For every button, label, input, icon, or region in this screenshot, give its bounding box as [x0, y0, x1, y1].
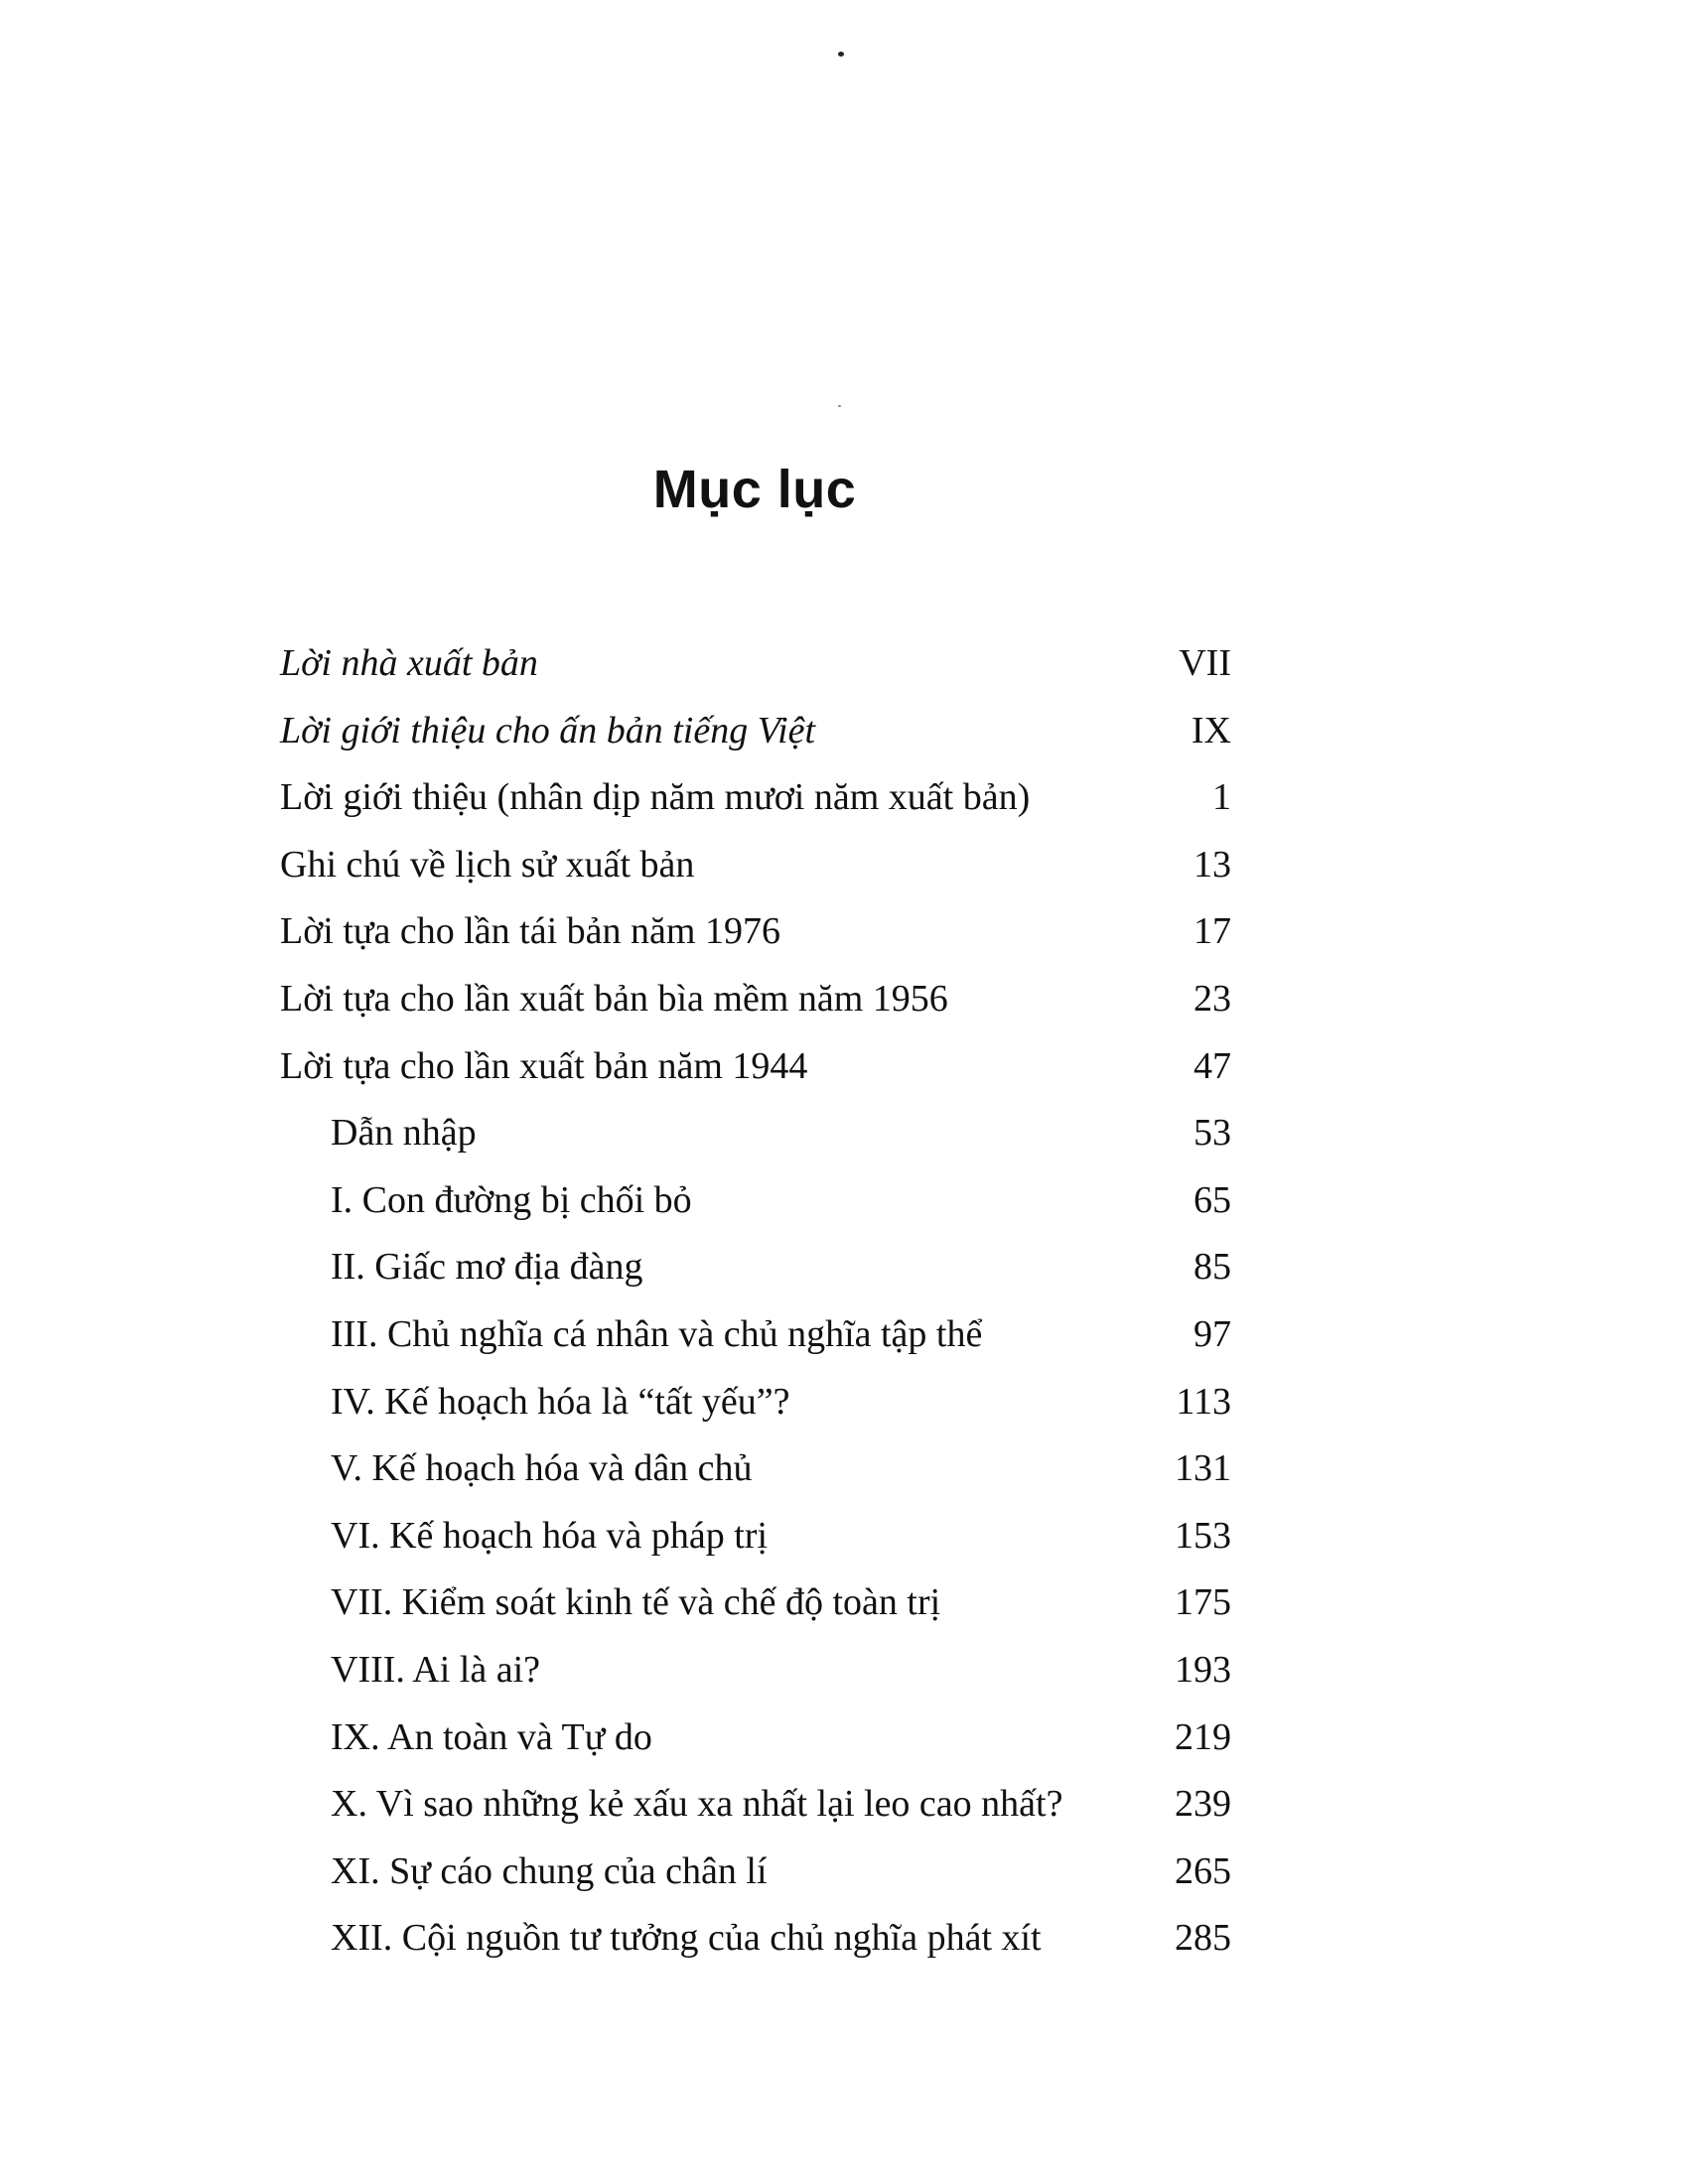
- toc-entry: [0, 966, 1688, 1033]
- toc-entry-title: Lời giới thiệu (nhân dịp năm mươi năm xuất bản): [280, 776, 1031, 819]
- toc-entry-page-number: 265: [1175, 1849, 1231, 1892]
- toc-entry-title: VI. Kế hoạch hóa và pháp trị: [331, 1514, 769, 1557]
- toc-entry-page-number: 239: [1175, 1783, 1231, 1826]
- toc-entry: [0, 1435, 1688, 1503]
- toc-entry: [0, 1570, 1688, 1637]
- toc-entry-title: II. Giấc mơ địa đàng: [331, 1246, 643, 1289]
- toc-entry-page-number: 113: [1176, 1380, 1231, 1423]
- toc-entry-page-number: 17: [1194, 910, 1231, 953]
- toc-entry-title: IX. An toàn và Tự do: [331, 1715, 652, 1758]
- toc-entry-page-number: VII: [1179, 642, 1231, 684]
- toc-entry: [0, 698, 1688, 765]
- toc-entry-title: Lời giới thiệu cho ấn bản tiếng Việt: [280, 709, 816, 751]
- toc-entry: [0, 1369, 1688, 1436]
- toc-entry: [0, 1503, 1688, 1570]
- toc-entry-title: XII. Cội nguồn tư tưởng của chủ nghĩa phát xít: [331, 1917, 1042, 1960]
- page-title: Mục lục: [652, 460, 857, 519]
- toc-entry-page-number: 131: [1175, 1447, 1231, 1490]
- toc-entry: [0, 630, 1688, 698]
- toc-entry-title: Ghi chú về lịch sử xuất bản: [280, 843, 695, 886]
- toc-entry-page-number: 97: [1194, 1312, 1231, 1355]
- toc-entry-title: XI. Sự cáo chung của chân lí: [331, 1849, 768, 1892]
- toc-entry: [0, 1301, 1688, 1369]
- toc-entry-page-number: 1: [1212, 776, 1231, 819]
- toc-entry-title: IV. Kế hoạch hóa là “tất yếu”?: [331, 1380, 790, 1423]
- toc-entry: [0, 1771, 1688, 1839]
- toc-entry: [0, 1100, 1688, 1167]
- toc-entry-title: X. Vì sao những kẻ xấu xa nhất lại leo cao nhất?: [331, 1783, 1063, 1826]
- toc-entry-page-number: 285: [1175, 1917, 1231, 1960]
- toc-entry-page-number: IX: [1191, 709, 1231, 751]
- toc-entry-title: Dẫn nhập: [331, 1112, 477, 1155]
- toc-entry-title: Lời tựa cho lần xuất bản năm 1944: [280, 1044, 808, 1087]
- toc-entry-page-number: 175: [1175, 1581, 1231, 1624]
- scan-speck: [838, 52, 844, 57]
- toc-entry-page-number: 219: [1175, 1715, 1231, 1758]
- toc-entry-title: Lời tựa cho lần tái bản năm 1976: [280, 910, 780, 953]
- toc-entry-title: Lời nhà xuất bản: [280, 642, 538, 684]
- toc-entry-title: III. Chủ nghĩa cá nhân và chủ nghĩa tập thể: [331, 1312, 983, 1355]
- toc-entry-page-number: 53: [1194, 1112, 1231, 1155]
- toc-entry: [0, 1167, 1688, 1235]
- toc-entry: [0, 1705, 1688, 1772]
- toc-entry: [0, 832, 1688, 899]
- toc-entry: [0, 1637, 1688, 1705]
- toc-entry-title: V. Kế hoạch hóa và dân chủ: [331, 1447, 753, 1490]
- toc-entry-page-number: 153: [1175, 1514, 1231, 1557]
- toc-entry: [0, 898, 1688, 966]
- toc-entry: [0, 1839, 1688, 1906]
- table-of-contents: [0, 630, 1688, 1973]
- toc-entry-page-number: 47: [1194, 1044, 1231, 1087]
- toc-entry: [0, 764, 1688, 832]
- toc-entry-page-number: 193: [1175, 1648, 1231, 1691]
- toc-entry-title: Lời tựa cho lần xuất bản bìa mềm năm 1956: [280, 977, 948, 1020]
- toc-entry-page-number: 23: [1194, 977, 1231, 1020]
- toc-entry: [0, 1234, 1688, 1301]
- scan-speck: [838, 405, 841, 407]
- toc-entry: [0, 1905, 1688, 1973]
- toc-entry-page-number: 13: [1194, 843, 1231, 886]
- toc-entry-page-number: 65: [1194, 1178, 1231, 1221]
- toc-entry-title: VIII. Ai là ai?: [331, 1648, 541, 1691]
- toc-entry-page-number: 85: [1194, 1246, 1231, 1289]
- toc-entry-title: I. Con đường bị chối bỏ: [331, 1178, 692, 1221]
- toc-entry-title: VII. Kiểm soát kinh tế và chế độ toàn trị: [331, 1581, 941, 1624]
- toc-entry: [0, 1033, 1688, 1101]
